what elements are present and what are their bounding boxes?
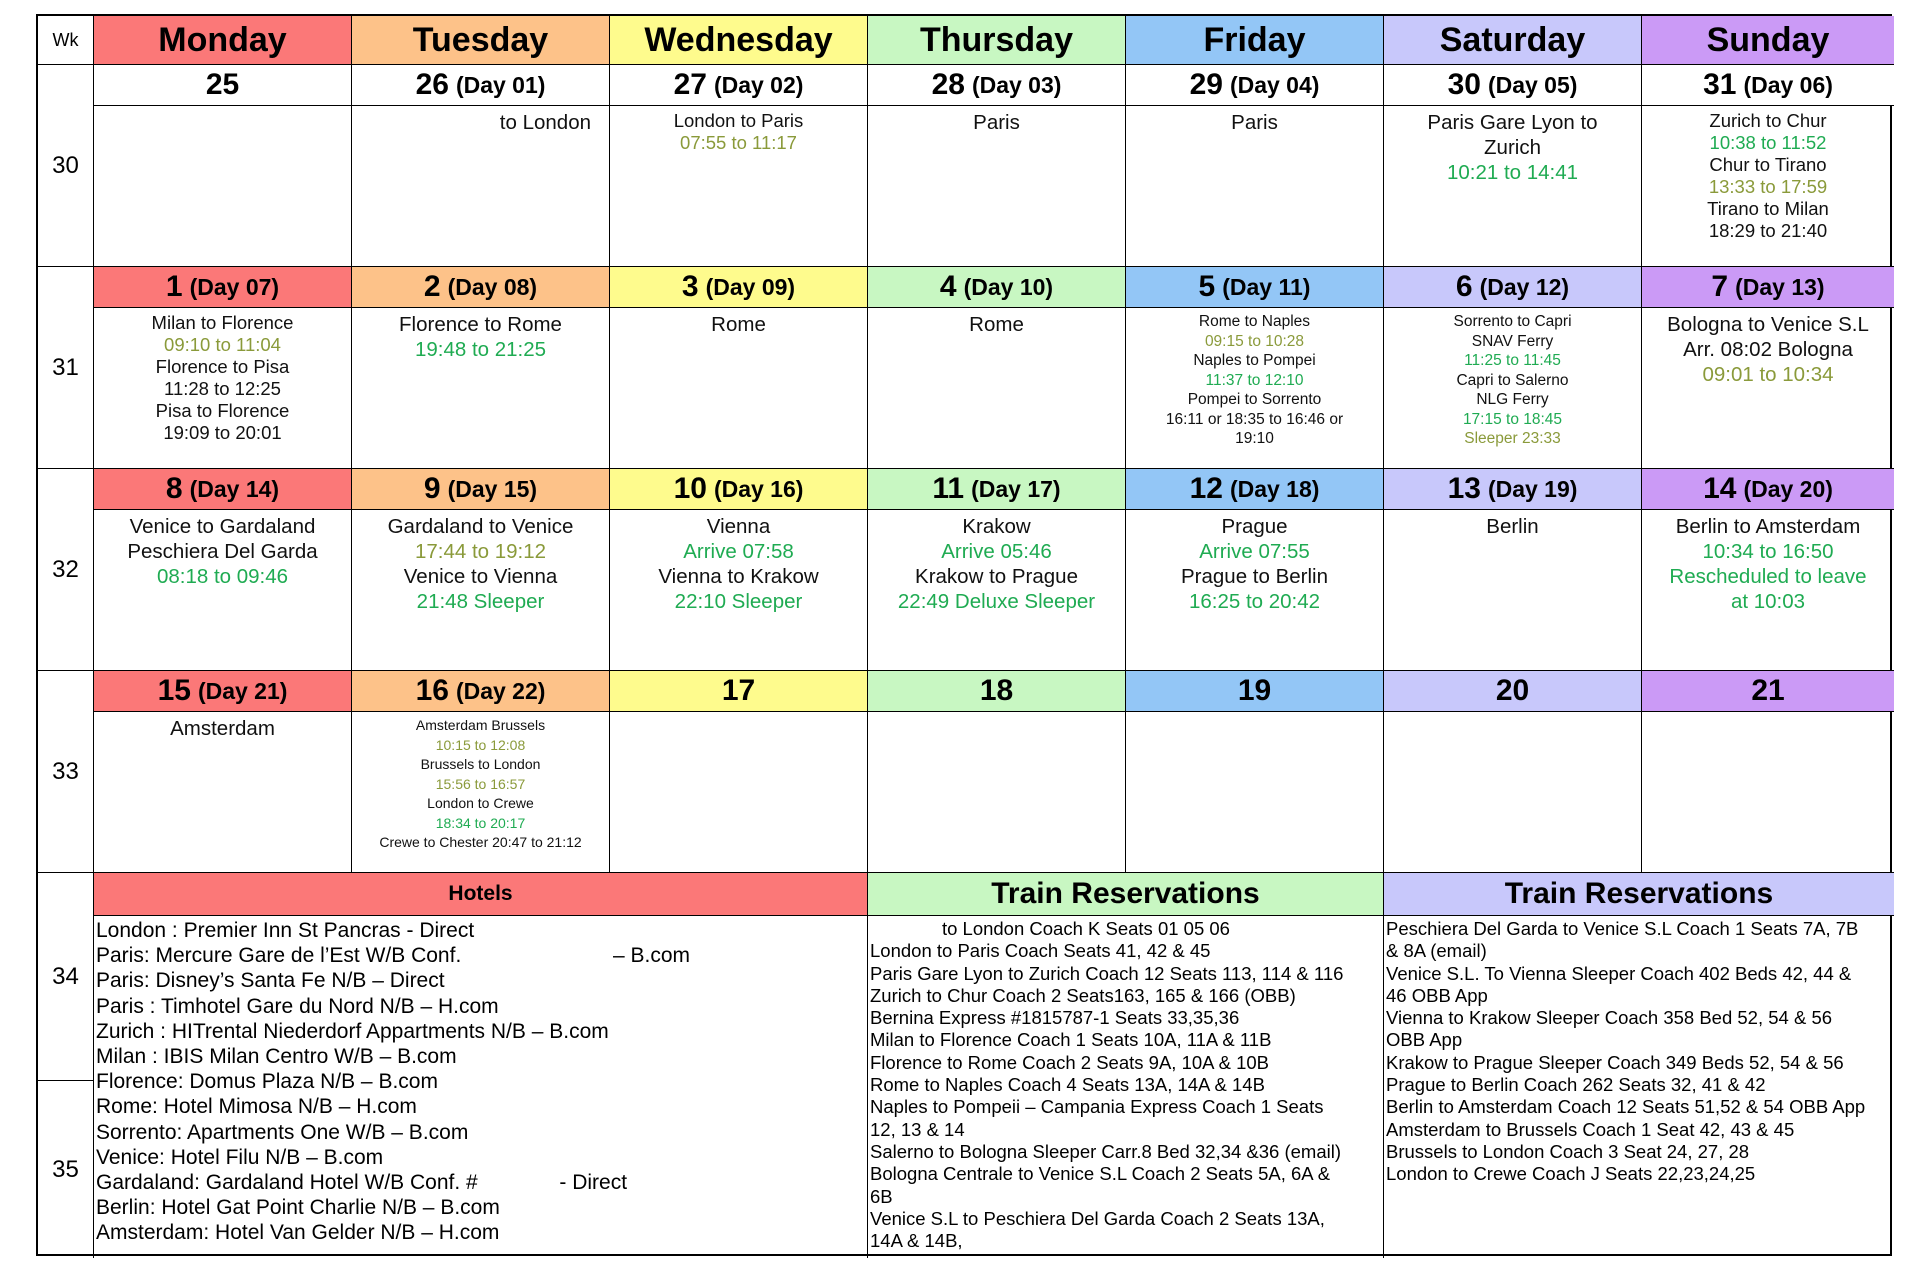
reservation-line: Paris: Mercure Gare de l’Est W/B Conf. – B.com [96,944,690,968]
day-count: (Day 14) [189,475,280,502]
train-reservations-1-list [868,916,1384,1258]
date-header [610,671,868,712]
date-header [610,267,868,308]
date-number: 1 [165,270,183,303]
date-number: 4 [939,270,957,303]
day-count: (Day 05) [1487,71,1578,98]
itinerary-line: 15:56 to 16:57 [435,775,526,792]
date-number: 7 [1711,270,1729,303]
itinerary-line: 10:21 to 14:41 [1446,161,1579,184]
week-number: 33 [38,671,94,873]
itinerary-line: Venice to Gardaland [129,515,316,538]
reservation-line: Vienna to Krakow Sleeper Coach 358 Bed 52, 54 & 56 [1386,1007,1833,1029]
itinerary-line: Brussels to London [420,756,541,772]
reservation-line: Bernina Express #1815787-1 Seats 33,35,36 [870,1007,1240,1029]
itinerary-line: SNAV Ferry [1471,332,1554,350]
reservation-line: Prague to Berlin Coach 262 Seats 32, 41 & 42 [1386,1074,1766,1096]
date-header [1642,469,1894,510]
itinerary-line: 08:18 to 09:46 [156,565,289,588]
itinerary-line: Arr. 08:02 Bologna [1683,338,1853,361]
day-cell [1384,510,1642,671]
reservation-line: Bologna Centrale to Venice S.L Coach 2 Seats 5A, 6A & [870,1163,1331,1185]
itinerary-line: Chur to Tirano [1709,154,1827,175]
itinerary-line: 21:48 Sleeper [416,590,545,613]
day-cell [1642,308,1894,469]
itinerary-line: 11:25 to 11:45 [1464,352,1561,369]
date-number: 17 [721,674,756,707]
reservation-line: 14A & 14B, [870,1230,963,1252]
itinerary-line: London to Crewe [427,795,534,811]
itinerary-line: 09:01 to 10:34 [1702,363,1834,386]
reservation-line: Milan : IBIS Milan Centro W/B – B.com [96,1045,457,1069]
train-reservations-1-header: Train Reservations [868,873,1384,916]
week-number: 30 [38,65,94,267]
date-number: 18 [979,674,1014,707]
date-header [868,65,1126,106]
day-cell [352,510,610,671]
date-header [868,671,1126,712]
date-header [1384,65,1642,106]
itinerary-line: 16:25 to 20:42 [1188,590,1321,613]
day-count: (Day 12) [1479,273,1570,300]
date-number: 15 [157,674,191,707]
date-header [1384,469,1642,510]
itinerary-line: 22:10 Sleeper [674,590,803,613]
reservation-line: Krakow to Prague Sleeper Coach 349 Beds 52, 54 & 56 [1386,1051,1844,1073]
day-cell [94,308,352,469]
itinerary-line: Florence to Rome [399,313,562,336]
itinerary-line: Arrive 07:58 [683,540,794,563]
itinerary-line: London to Paris [673,110,804,131]
reservation-line: Gardaland: Gardaland Hotel W/B Conf. # - Direct [96,1171,628,1195]
itinerary-line: 19:10 [1235,430,1274,447]
day-header-wednesday: Wednesday [610,16,868,65]
itinerary-line: Paris [973,111,1020,134]
itinerary-line: Berlin to Amsterdam [1675,515,1861,538]
itinerary-line: NLG Ferry [1476,391,1549,408]
itinerary-line: Sleeper 23:33 [1464,430,1561,447]
day-count: (Day 15) [447,475,538,502]
date-header [1126,65,1384,106]
day-count: (Day 17) [971,475,1061,502]
itinerary-line: 17:44 to 19:12 [414,540,547,563]
reservation-line: Brussels to London Coach 3 Seat 24, 27, 28 [1386,1140,1750,1162]
itinerary-line: Paris [1231,111,1278,134]
day-cell [610,712,868,873]
date-header [1126,469,1384,510]
itinerary-line: Tirano to Milan [1707,198,1829,219]
date-number: 9 [423,472,441,505]
date-header [868,469,1126,510]
itinerary-line: 11:28 to 12:25 [164,378,281,399]
date-number: 6 [1455,270,1473,303]
itinerary-line: 10:34 to 16:50 [1702,540,1834,563]
trip-calendar [36,14,1892,1256]
itinerary-line: 19:48 to 21:25 [414,338,547,361]
date-number: 8 [165,472,183,505]
itinerary-line: Rome [711,313,766,336]
day-cell [868,712,1126,873]
date-number: 26 [415,68,449,101]
day-count: (Day 09) [705,273,796,300]
day-cell [352,308,610,469]
day-header-saturday: Saturday [1384,16,1642,65]
reservation-line: Venice S.L. To Vienna Sleeper Coach 402 Beds 42, 44 & [1386,962,1852,984]
day-cell [94,712,352,873]
day-cell [352,712,610,873]
date-number: 31 [1703,68,1737,101]
day-cell [1126,106,1384,267]
itinerary-line: Berlin [1486,515,1539,538]
itinerary-line: 22:49 Deluxe Sleeper [897,590,1096,613]
itinerary-line: 09:15 to 10:28 [1204,332,1305,350]
itinerary-line: Vienna to Krakow [658,565,819,588]
itinerary-line: Vienna [706,515,771,538]
day-cell [1642,712,1894,873]
date-header [94,671,352,712]
itinerary-line: Zurich to Chur [1709,110,1827,131]
itinerary-line: 09:10 to 11:04 [164,334,281,355]
reservation-line: Venice S.L to Peschiera Del Garda Coach 2 Seats 13A, [870,1207,1325,1229]
itinerary-line: Sorrento to Capri [1453,313,1572,330]
day-cell [868,106,1126,267]
week-number: 32 [38,469,94,671]
date-header [1126,267,1384,308]
day-cell [610,308,868,469]
date-number: 12 [1189,472,1223,505]
reservation-line: 46 OBB App [1386,984,1488,1006]
date-number: 16 [415,674,449,707]
itinerary-line: Venice to Vienna [403,565,558,588]
day-count: (Day 20) [1743,475,1833,502]
reservation-line: Berlin to Amsterdam Coach 12 Seats 51,52 & 54 OBB App [1386,1096,1866,1118]
itinerary-line: Peschiera Del Garda [127,540,318,563]
date-number: 5 [1198,270,1216,303]
day-count: (Day 10) [963,273,1054,300]
date-number: 21 [1751,674,1785,707]
day-count: (Day 06) [1743,71,1833,98]
date-header [1642,267,1894,308]
reservation-line: Rome to Naples Coach 4 Seats 13A, 14A & 14B [870,1074,1265,1096]
reservation-line: & 8A (email) [1386,940,1487,962]
itinerary-line: 10:15 to 12:08 [435,736,526,753]
reservation-line: 12, 13 & 14 [870,1118,965,1140]
day-cell [868,510,1126,671]
itinerary-line: Milan to Florence [151,312,294,333]
day-count: (Day 18) [1229,475,1320,502]
week-number: 34 [38,873,94,1081]
reservation-line: Peschiera Del Garda to Venice S.L Coach 1 Seats 7A, 7B [1386,918,1859,939]
day-count: (Day 03) [971,71,1062,98]
date-header [1642,671,1894,712]
date-number: 29 [1189,68,1223,101]
day-count: (Day 11) [1222,273,1311,300]
reservation-line: OBB App [1386,1029,1463,1051]
reservation-line: London : Premier Inn St Pancras - Direct [96,919,475,942]
day-cell [1384,712,1642,873]
day-header-monday: Monday [94,16,352,65]
reservation-line: Amsterdam: Hotel Van Gelder N/B – H.com [96,1221,500,1245]
reservation-line: Venice: Hotel Filu N/B – B.com [96,1145,384,1169]
date-number: 11 [932,472,965,505]
train-reservations-2-list [1384,916,1894,1258]
itinerary-line: 18:29 to 21:40 [1708,220,1828,241]
day-cell [1642,106,1894,267]
reservation-line: Paris: Disney’s Santa Fe N/B – Direct [96,969,445,993]
day-header-friday: Friday [1126,16,1384,65]
date-number: 2 [423,270,441,303]
day-count: (Day 21) [197,677,288,704]
date-header [94,65,352,106]
itinerary-line: to London [499,111,591,134]
date-header [352,469,610,510]
date-number: 14 [1703,472,1737,505]
day-cell [1642,510,1894,671]
date-header [94,469,352,510]
itinerary-line: 18:34 to 20:17 [435,814,526,831]
itinerary-line: Amsterdam Brussels [415,717,546,733]
itinerary-line: Krakow [962,515,1031,538]
day-count: (Day 16) [713,475,804,502]
itinerary-line: 13:33 to 17:59 [1708,176,1828,197]
date-number: 27 [673,68,707,101]
day-cell [610,510,868,671]
itinerary-line: 07:55 to 11:17 [680,132,797,153]
date-number: 25 [205,68,240,101]
day-header-tuesday: Tuesday [352,16,610,65]
week-number: 31 [38,267,94,469]
date-header [868,267,1126,308]
day-count: (Day 02) [713,71,804,98]
itinerary-line: 10:38 to 11:52 [1709,132,1827,153]
date-header [1642,65,1894,106]
reservation-line: Paris Gare Lyon to Zurich Coach 12 Seats 113, 114 & 116 [870,962,1344,984]
train-reservations-2-header: Train Reservations [1384,873,1894,916]
itinerary-line: Rome [969,313,1024,336]
reservation-line: Sorrento: Apartments One W/B – B.com [96,1120,469,1144]
day-count: (Day 22) [455,677,546,704]
day-header-sunday: Sunday [1642,16,1894,65]
date-number: 20 [1495,674,1530,707]
reservation-line: Florence to Rome Coach 2 Seats 9A, 10A & 10B [870,1051,1270,1073]
date-header [352,65,610,106]
day-cell [352,106,610,267]
itinerary-line: Arrive 07:55 [1199,540,1310,563]
date-number: 3 [681,270,699,303]
day-cell [1384,308,1642,469]
itinerary-line: Gardaland to Venice [387,515,574,538]
date-header [94,267,352,308]
itinerary-line: Zurich [1484,136,1541,159]
day-count: (Day 08) [447,273,538,300]
day-cell [94,106,352,267]
day-header-thursday: Thursday [868,16,1126,65]
itinerary-line: Krakow to Prague [915,565,1078,588]
day-cell [610,106,868,267]
date-number: 19 [1237,674,1272,707]
date-header [1384,267,1642,308]
reservation-line: London to Paris Coach Seats 41, 42 & 45 [870,940,1211,962]
itinerary-line: Prague [1221,515,1288,538]
itinerary-line: Prague to Berlin [1180,565,1328,588]
week-column-header: Wk [38,16,94,65]
itinerary-line: Amsterdam [170,717,275,740]
date-number: 13 [1447,472,1481,505]
itinerary-line: 16:11 or 18:35 to 16:46 or [1165,410,1344,428]
date-header [1384,671,1642,712]
date-header [610,469,868,510]
reservation-line: Berlin: Hotel Gat Point Charlie N/B – B.com [96,1196,500,1220]
itinerary-line: 17:15 to 18:45 [1462,410,1563,428]
itinerary-line: Rome to Naples [1198,313,1311,330]
itinerary-line: 19:09 to 20:01 [163,422,282,443]
reservation-line: Paris : Timhotel Gare du Nord N/B – H.com [96,994,499,1018]
day-cell [1384,106,1642,267]
itinerary-line: Crewe to Chester 20:47 to 21:12 [379,834,582,850]
reservation-line: Milan to Florence Coach 1 Seats 10A, 11A & 11B [870,1029,1272,1051]
itinerary-line: at 10:03 [1730,590,1806,613]
hotels-list [94,916,868,1258]
date-header [352,267,610,308]
reservation-line: to London Coach K Seats 01 05 06 [870,918,1230,939]
day-cell [94,510,352,671]
reservation-line: Naples to Pompeii – Campania Express Coach 1 Seats [870,1096,1324,1118]
itinerary-line: 11:37 to 12:10 [1205,371,1304,389]
reservation-line: Zurich to Chur Coach 2 Seats163, 165 & 166 (OBB) [870,984,1296,1006]
reservation-line: Amsterdam to Brussels Coach 1 Seat 42, 43 & 45 [1386,1118,1795,1140]
reservation-line: 6B [870,1185,893,1207]
itinerary-line: Naples to Pompei [1193,352,1316,369]
itinerary-line: Rescheduled to leave [1669,565,1867,588]
itinerary-line: Capri to Salerno [1456,371,1569,389]
week-number: 35 [38,1081,94,1258]
date-number: 28 [931,68,965,101]
itinerary-line: Arrive 05:46 [941,540,1052,563]
date-number: 30 [1447,68,1481,101]
day-cell [868,308,1126,469]
reservation-line: Florence: Domus Plaza N/B – B.com [96,1070,438,1094]
date-header [610,65,868,106]
itinerary-line: Pisa to Florence [155,400,290,421]
day-count: (Day 19) [1487,475,1578,502]
date-header [1126,671,1384,712]
date-header [352,671,610,712]
day-count: (Day 07) [189,273,280,300]
reservation-line: Zurich : HITrental Niederdorf Appartments N/B – B.com [96,1019,609,1043]
day-count: (Day 04) [1229,71,1320,98]
reservation-line: Rome: Hotel Mimosa N/B – H.com [96,1095,417,1119]
day-cell [1126,510,1384,671]
itinerary-line: Florence to Pisa [155,356,290,377]
day-count: (Day 13) [1735,273,1825,300]
itinerary-line: Bologna to Venice S.L [1667,313,1869,336]
day-cell [1126,308,1384,469]
itinerary-line: Paris Gare Lyon to [1427,111,1598,134]
itinerary-line: Pompei to Sorrento [1187,391,1322,408]
day-count: (Day 01) [455,71,546,98]
day-cell [1126,712,1384,873]
hotels-header: Hotels [94,873,868,916]
date-number: 10 [673,472,707,505]
reservation-line: London to Crewe Coach J Seats 22,23,24,25 [1386,1163,1756,1185]
reservation-line: Salerno to Bologna Sleeper Carr.8 Bed 32,34 &36 (email) [870,1140,1342,1162]
